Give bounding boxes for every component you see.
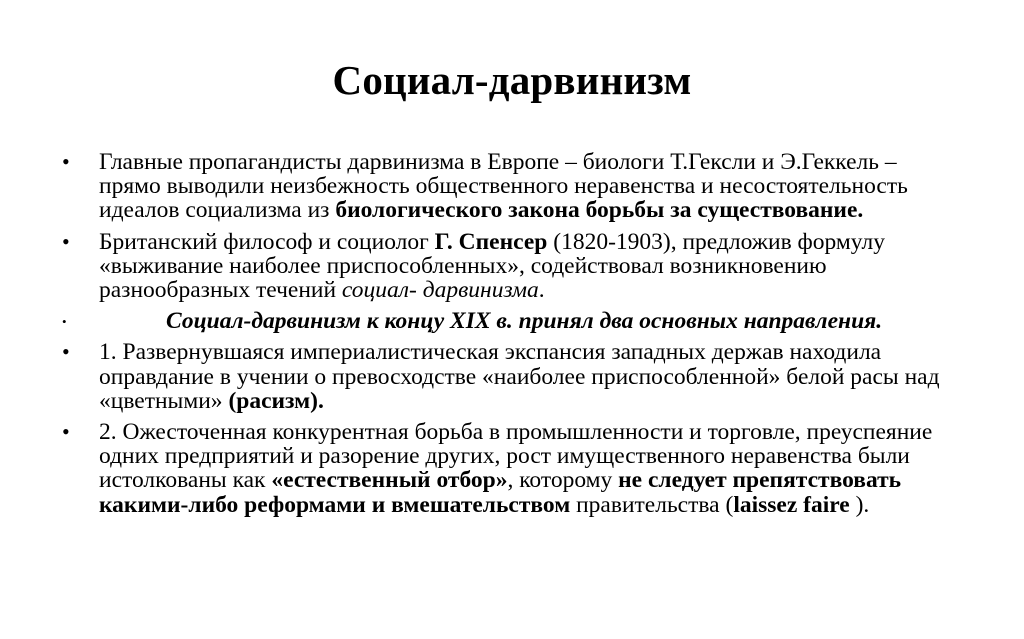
bullet-icon: •	[62, 339, 70, 365]
bullet-item-darwinism-propagandists	[62, 150, 962, 223]
bullet-text: Британский философ и социолог	[99, 228, 435, 255]
bullet-list	[62, 150, 962, 517]
bullet-text: Главные пропагандисты дарвинизма в Европе – биологи Т.Гексли и Э.Геккель – прямо выводили неизбежность общественного неравенства и несостоятельность идеалов социализма из	[99, 149, 908, 224]
bullet-text: ).	[849, 491, 870, 518]
bullet-text: (1820-1903), предложив формулу «выживание наиболее приспособленных», содействовал возникновению разнообразных течений	[99, 228, 885, 304]
bullet-text-bold: биологического закона борьбы за существование.	[335, 197, 864, 224]
bullet-text-bold: laissez faire	[733, 491, 850, 518]
bullet-icon: •	[62, 149, 70, 174]
bullet-text: правительства (	[570, 491, 734, 518]
bullet-text: , которому	[507, 467, 619, 494]
bullet-text-bold: (расизм).	[228, 387, 324, 414]
bullet-icon: •	[62, 228, 70, 254]
slide-title: Социал-дарвинизм	[332, 57, 692, 103]
bullet-text-bold: «естественный отбор»	[271, 467, 508, 494]
bullet-item-racism	[62, 340, 962, 413]
bullet-text-italic: социал- дарвинизма	[341, 277, 539, 304]
bullet-text: 2. Ожесточенная конкурентная борьба в промышленности и торговле, преуспеяние одних предприятий и разорение других, рост имущественного неравенства были истолкованы как	[99, 419, 933, 494]
bullet-item-spencer	[62, 230, 962, 303]
bullet-item-natural-selection	[62, 420, 962, 517]
bullet-icon: •	[62, 419, 70, 445]
bullet-item-two-directions	[62, 309, 962, 333]
bullet-text-heading: Социал-дарвинизм к концу XIX в. принял два основных направления.	[166, 308, 883, 335]
bullet-text-bold: не следует препятствовать какими-либо реформами и вмешательством	[99, 467, 902, 518]
bullet-text-bold: Г. Спенсер	[434, 228, 548, 255]
bullet-icon: •	[62, 314, 67, 330]
bullet-text: 1. Развернувшаяся империалистическая экспансия западных держав находила оправдание в учении о превосходстве «наиболее приспособленной» белой расы над «цветными»	[99, 339, 940, 414]
bullet-text: .	[538, 277, 545, 304]
